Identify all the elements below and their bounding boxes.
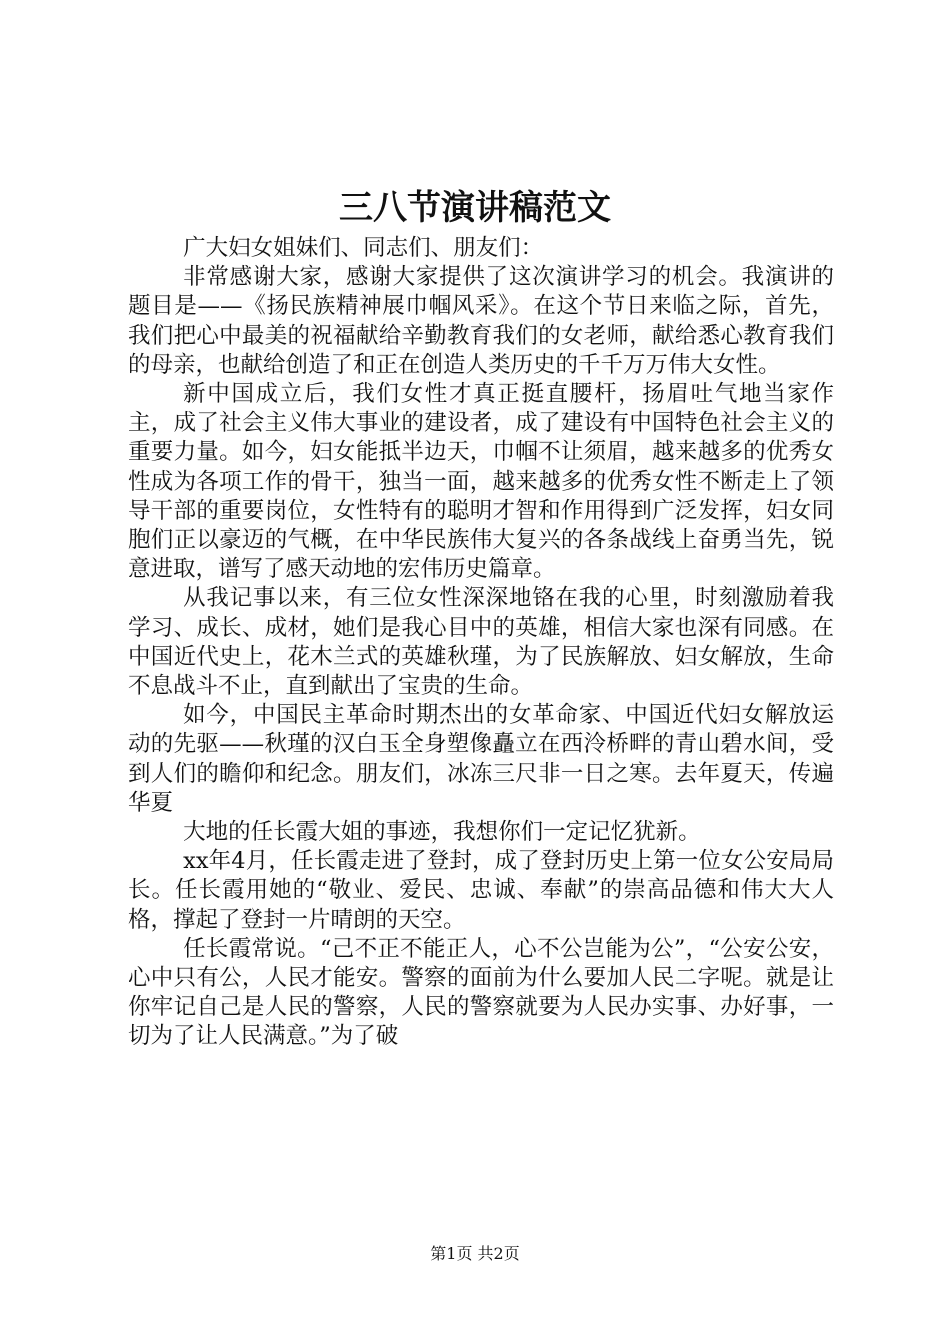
document-body	[128, 234, 834, 1052]
paragraph: 从我记事以来，有三位女性深深地铬在我的心里，时刻激励着我学习、成长、成材，她们是我心目中的英雄，相信大家也深有同感。在中国近代史上，花木兰式的英雄秋瑾，为了民族解放、妇女解放，生命不息战斗不止，直到献出了宝贵的生命。	[128, 585, 834, 700]
paragraph: 大地的任长霞大姐的事迹，我想你们一定记忆犹新。	[183, 819, 701, 846]
paragraph-salutation: 广大妇女姐妹们、同志们、朋友们：	[183, 235, 544, 261]
paragraph: 任长霞常说。“己不正不能正人，心不公岂能为公”，“公安公安，心中只有公，人民才能安。警察的面前为什么要加人民二字呢。就是让你牢记自己是人民的警察，人民的警察就要为人民办实事、办好事，一切为了让人民满意。”为了破	[128, 935, 834, 1050]
page-number-footer: 第1页 共2页	[430, 1244, 520, 1263]
paragraph: 非常感谢大家，感谢大家提供了这次演讲学习的机会。我演讲的题目是——《扬民族精神展巾帼风采》。在这个节日来临之际，首先，我们把心中最美的祝福献给辛勤教育我们的女老师，献给悉心教育我们的母亲，也献给创造了和正在创造人类历史的千千万万伟大女性。	[128, 264, 834, 378]
paragraph: 新中国成立后，我们女性才真正挺直腰杆，扬眉吐气地当家作主，成了社会主义伟大事业的建设者，成了建设有中国特色社会主义的重要力量。如今，妇女能抵半边天，巾帼不让须眉，越来越多的优秀女性成为各项工作的骨干，独当一面，越来越多的优秀女性不断走上了领导干部的重要岗位，女性特有的聪明才智和作用得到广泛发挥，妇女同胞们正以豪迈的气概，在中华民族伟大复兴的各条战线上奋勇当先，锐意进取，谱写了感天动地的宏伟历史篇章。	[128, 381, 834, 583]
paragraph: xx年4月，任长霞走进了登封，成了登封历史上第一位女公安局局长。任长霞用她的“敬业、爱民、忠诚、奉献”的崇高品德和伟大大人格，撑起了登封一片晴朗的天空。	[128, 848, 834, 933]
document-title: 三八节演讲稿范文	[339, 188, 611, 228]
paragraph: 如今，中国民主革命时期杰出的女革命家、中国近代妇女解放运动的先驱——秋瑾的汉白玉全身塑像矗立在西泠桥畔的青山碧水间，受到人们的瞻仰和纪念。朋友们，冰冻三尺非一日之寒。去年夏天，传遍华夏	[128, 702, 834, 816]
